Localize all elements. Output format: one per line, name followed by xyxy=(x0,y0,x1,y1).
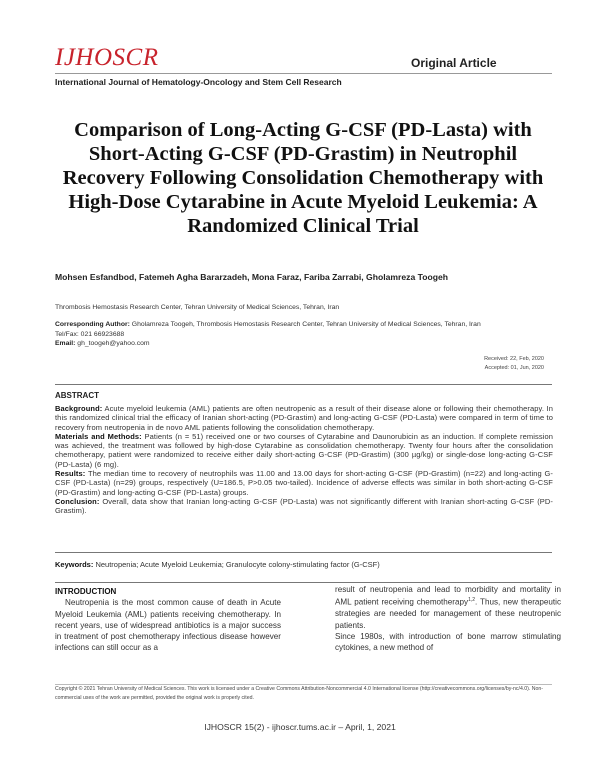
journal-name: International Journal of Hematology-Oncology and Stem Cell Research xyxy=(55,77,342,87)
methods-label: Materials and Methods: xyxy=(55,431,142,441)
authors: Mohsen Esfandbod, Fatemeh Agha Bararzadeh, Mona Faraz, Fariba Zarrabi, Gholamreza Toogeh xyxy=(55,272,448,282)
right-paragraph-2: Since 1980s, with introduction of bone marrow stimulating cytokines, a new method of xyxy=(335,631,561,653)
abstract-results xyxy=(55,469,553,497)
abstract-divider-top xyxy=(55,384,552,385)
right-text-2: . Thus, new therapeutic strategies are needed for management of these neutropenic patients. xyxy=(335,597,561,630)
right-paragraph-1 xyxy=(335,584,561,631)
journal-logo: IJHOSCR xyxy=(55,44,159,71)
accepted-date: Accepted: 01, Jun, 2020 xyxy=(484,365,544,371)
introduction-heading: INTRODUCTION xyxy=(55,587,117,596)
keywords-divider xyxy=(55,582,552,583)
results-label: Results: xyxy=(55,469,86,479)
email-link[interactable]: gh_toogeh@yahoo.com xyxy=(77,340,150,347)
abstract-heading: ABSTRACT xyxy=(55,391,99,400)
conclusion-label: Conclusion: xyxy=(55,496,100,506)
copyright-notice: Copyright © 2021 Tehran University of Medical Sciences. This work is licensed under a Creative Commons Attribution-Noncommercial 4.0 International license (http://creativecommons.org/licenses/by-nc/4.0). Non-commercial uses of the work are permitted, provided the original work is properly cited. xyxy=(55,686,544,701)
keywords xyxy=(55,560,380,569)
abstract-body xyxy=(55,404,553,516)
corresponding-text: Gholamreza Toogeh, Thrombosis Hemostasis Research Center, Tehran University of Medical Sciences, Tehran, Iran xyxy=(131,321,481,328)
corresponding-label: Corresponding Author: xyxy=(55,321,130,328)
keywords-label: Keywords: xyxy=(55,560,94,569)
affiliation: Thrombosis Hemostasis Research Center, Tehran University of Medical Sciences, Tehran, Iran xyxy=(55,304,340,311)
article-type: Original Article xyxy=(411,56,497,70)
background-text: Acute myeloid leukemia (AML) patients are often neutropenic as a result of their disease alone or following their chemotherapy. In this randomized clinical trial the efficacy of Iranian short-acting (PD-Grastim) and long-acting G-CSF (PD-Lasta) were compared in term of time to recovery from neutropenia in de novo AML patients following the consolidation chemotherapy. xyxy=(55,404,553,432)
received-date: Received: 22, Feb, 2020 xyxy=(484,356,544,362)
background-label: Background: xyxy=(55,404,103,413)
body-column-left xyxy=(55,586,281,654)
methods-text: Patients (n = 51) received one or two courses of Cytarabine and Daunorubicin as an induction. If complete remission was achieved, the treatment was followed by high-dose Cytarabine as consolidation chemotherapy. Twenty four hours after the consolidation chemotherapy, patient were randomized to receive either daily short-acting G-CSF (PD-Grastim) (300 µg/kg) or single-dose long-acting G-CSF (PD-Lasta) (6 mg). xyxy=(55,431,554,469)
dates xyxy=(484,355,544,373)
conclusion-text: Overall, data show that Iranian long-acting G-CSF (PD-Lasta) was not significantly different with Iranian short-acting G-CSF (PD-Grastim). xyxy=(55,496,554,516)
header-divider xyxy=(55,73,552,74)
tel-fax: Tel/Fax: 021 66923688 xyxy=(55,330,125,338)
body-column-right xyxy=(335,584,561,653)
paper-title: Comparison of Long-Acting G-CSF (PD-Lasta) with Short-Acting G-CSF (PD-Grastim) in Neutrophil Recovery Following Consolidation Chemotherapy with High-Dose Cytarabine in Acute Myeloid Leukemia: A Randomized Clinical Trial xyxy=(62,119,544,237)
abstract-divider-bottom xyxy=(55,552,552,553)
results-text: The median time to recovery of neutrophils was 11.00 and 13.00 days for short-acting G-CSF (PD-Grastim) (n=22) and long-acting G-CSF (PD-Lasta) (n=29) groups, respectively (U=186.5, P>0.05 two-tailed). Incidence of adverse effects was similar in both short-acting G-CSF (PD-Grastim) and long-acting G-CSF (PD-Lasta) groups. xyxy=(55,469,553,497)
right-text-1: result of neutropenia and lead to morbidity and mortality in AML patient receiving chemotherapy xyxy=(335,585,561,607)
keywords-text: Neutropenia; Acute Myeloid Leukemia; Granulocyte colony-stimulating factor (G-CSF) xyxy=(95,560,380,569)
abstract-conclusion xyxy=(55,497,553,516)
corresponding-author xyxy=(55,320,555,349)
email-label: Email: xyxy=(55,340,76,347)
abstract-background xyxy=(55,404,553,432)
abstract-methods xyxy=(55,432,553,469)
citation-superscript: 1,2 xyxy=(468,597,476,604)
page-footer: IJHOSCR 15(2) - ijhoscr.tums.ac.ir – April, 1, 2021 xyxy=(204,722,396,732)
introduction-paragraph: Neutropenia is the most common cause of death in Acute Myeloid Leukemia (AML) patients receiving chemotherapy. In recent years, use of widespread antibiotics is a major success in treatment of post chemotherapy infectious disease however infections can still occur as a xyxy=(55,598,281,653)
